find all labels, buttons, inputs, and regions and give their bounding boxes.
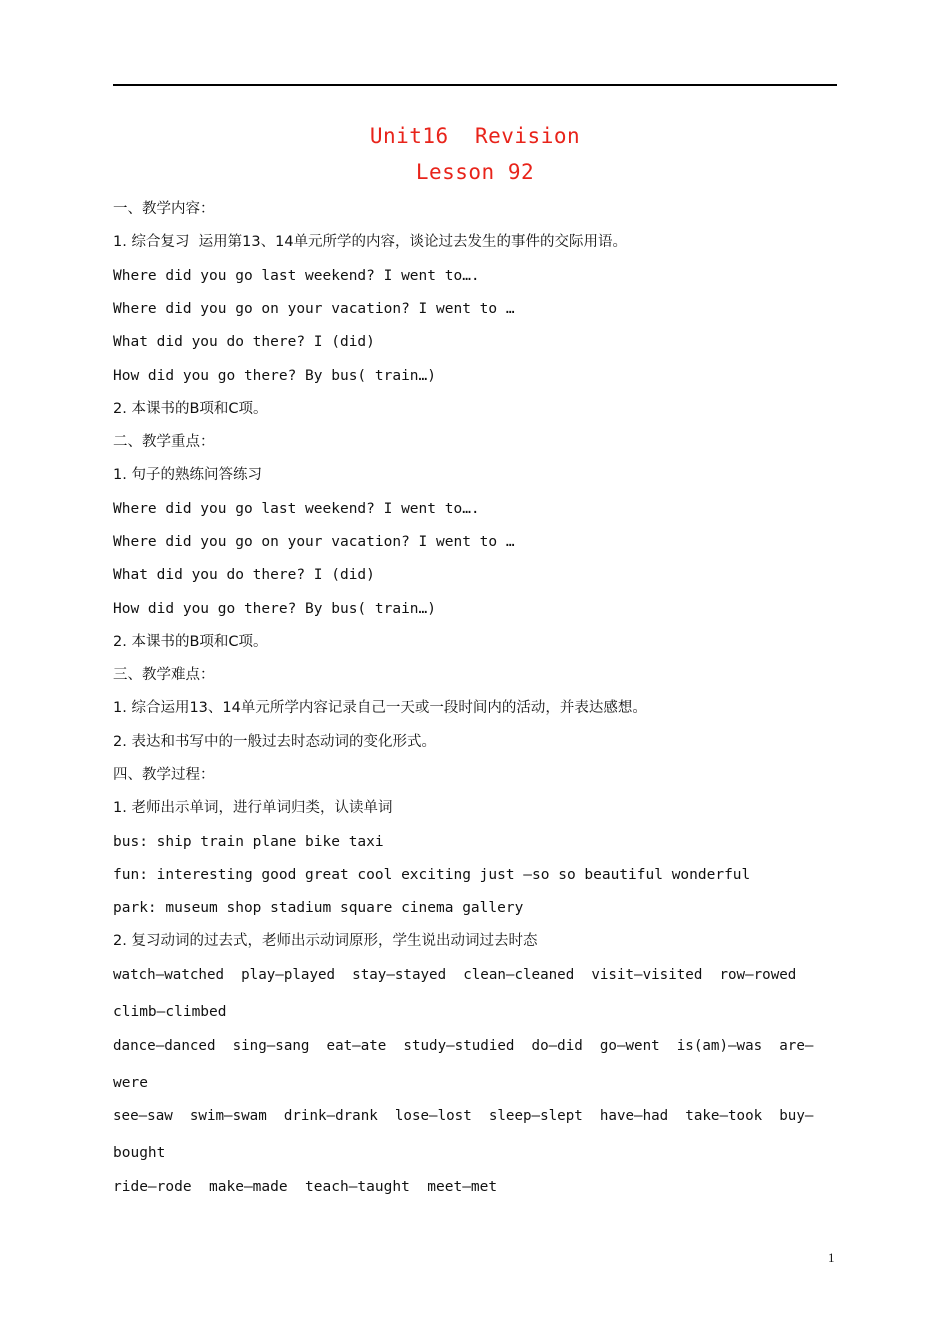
difficult-item-1: 1. 综合运用13、14单元所学内容记录自己一天或一段时间内的活动，并表达感想。 <box>113 700 647 716</box>
focus-item-1: 1. 句子的熟练问答练习 <box>113 467 262 483</box>
verbs-line-2b: were <box>113 1075 148 1091</box>
verbs-line-3a: see—saw swim—swam drink—drank lose—lost sleep—slept have—had take—took buy— <box>113 1108 814 1124</box>
content-sentence-4: How did you go there? By bus( train…) <box>113 368 437 384</box>
content-sentence-1: Where did you go last weekend? I went to…. <box>113 268 480 284</box>
focus-sentence-4: How did you go there? By bus( train…) <box>113 601 437 617</box>
words-bus: bus: ship train plane bike taxi <box>113 834 384 850</box>
content-item-2: 2. 本课书的B项和C项。 <box>113 401 268 417</box>
page-number: 1 <box>828 1250 835 1265</box>
header-rule <box>113 84 837 86</box>
words-park: park: museum shop stadium square cinema gallery <box>113 900 524 916</box>
focus-sentence-2: Where did you go on your vacation? I went to … <box>113 534 515 550</box>
verbs-line-1a: watch—watched play—played stay—stayed clean—cleaned visit—visited row—rowed <box>113 967 797 983</box>
process-item-1: 1. 老师出示单词，进行单词归类，认读单词 <box>113 800 393 816</box>
content-sentence-2: Where did you go on your vacation? I went to … <box>113 301 515 317</box>
verbs-line-3b: bought <box>113 1145 166 1161</box>
verbs-line-4: ride—rode make—made teach—taught meet—met <box>113 1179 498 1195</box>
content-heading: 一、教学内容： <box>113 201 215 217</box>
difficult-heading: 三、教学难点： <box>113 667 215 683</box>
focus-sentence-1: Where did you go last weekend? I went to…. <box>113 501 480 517</box>
focus-item-2: 2. 本课书的B项和C项。 <box>113 634 268 650</box>
words-fun: fun: interesting good great cool exciting just –so so beautiful wonderful <box>113 867 751 883</box>
process-heading: 四、教学过程： <box>113 767 215 783</box>
focus-heading: 二、教学重点： <box>113 434 215 450</box>
focus-sentence-3: What did you do there? I (did) <box>113 567 375 583</box>
verbs-line-2a: dance—danced sing—sang eat—ate study—studied do—did go—went is(am)—was are— <box>113 1038 814 1054</box>
lesson-title: Lesson 92 <box>415 160 535 184</box>
verbs-line-1b: climb—climbed <box>113 1004 227 1020</box>
content-item-1: 1. 综合复习 运用第13、14单元所学的内容，谈论过去发生的事件的交际用语。 <box>113 234 628 250</box>
content-sentence-3: What did you do there? I (did) <box>113 334 375 350</box>
unit-title: Unit16 Revision <box>369 124 581 148</box>
difficult-item-2: 2. 表达和书写中的一般过去时态动词的变化形式。 <box>113 734 436 750</box>
process-item-2: 2. 复习动词的过去式，老师出示动词原形，学生说出动词过去时态 <box>113 933 538 949</box>
